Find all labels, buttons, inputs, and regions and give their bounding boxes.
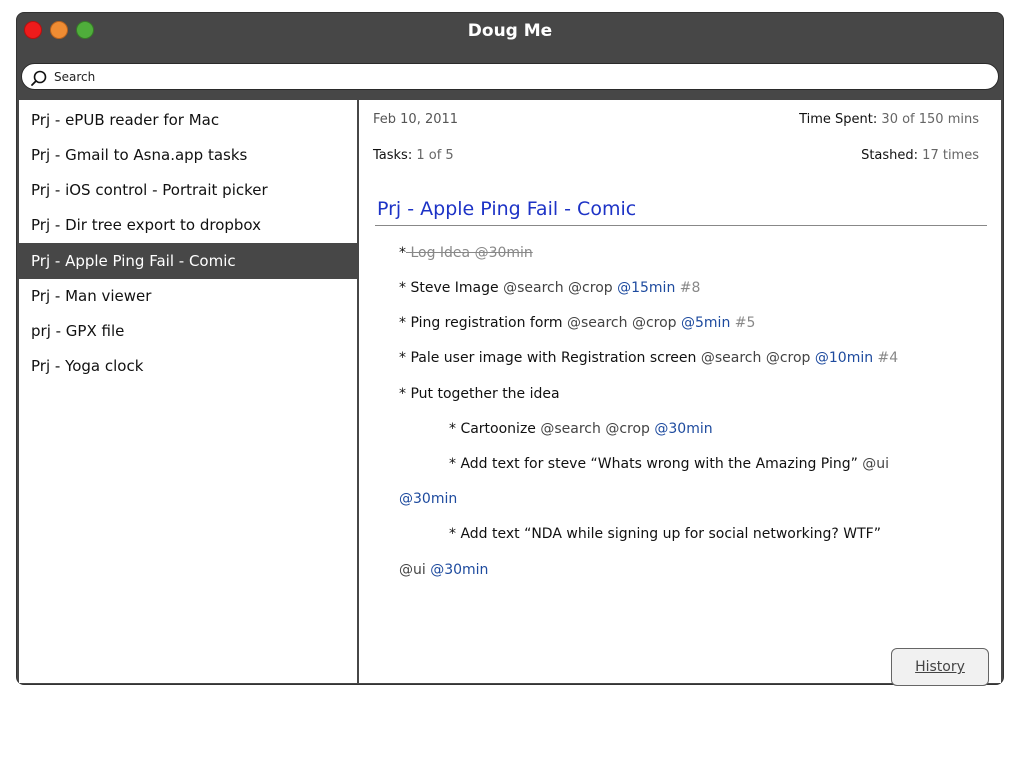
project-item-gmail-asana[interactable]: Prj - Gmail to Asna.app tasks bbox=[31, 146, 248, 164]
window-title: Doug Me bbox=[467, 21, 553, 41]
project-title: Prj - Apple Ping Fail - Comic bbox=[377, 198, 637, 220]
task-text: * Add text “NDA while signing up for social networking? WTF” bbox=[449, 526, 881, 542]
task-number: #5 bbox=[730, 315, 756, 331]
content-area bbox=[19, 100, 1001, 683]
task-tags: @search @crop bbox=[503, 280, 618, 296]
title-divider bbox=[375, 225, 987, 226]
project-item-man-viewer[interactable]: Prj - Man viewer bbox=[31, 287, 152, 305]
task-line-4[interactable] bbox=[399, 350, 898, 366]
task-estimate: @15min bbox=[617, 280, 676, 296]
search-input[interactable] bbox=[54, 67, 984, 87]
task-text: * Ping registration form bbox=[399, 315, 567, 331]
task-text: * Put together the idea bbox=[399, 386, 560, 402]
task-line-7[interactable] bbox=[449, 456, 889, 472]
project-item-ios-control[interactable]: Prj - iOS control - Portrait picker bbox=[31, 181, 268, 199]
task-estimate: @30min bbox=[654, 421, 713, 437]
task-estimate: @30min bbox=[399, 491, 458, 507]
task-line-5[interactable] bbox=[399, 386, 560, 402]
task-line-6[interactable] bbox=[449, 421, 713, 437]
task-line-7-continued[interactable] bbox=[399, 491, 457, 507]
search-bar[interactable] bbox=[21, 63, 999, 90]
task-line-3[interactable] bbox=[399, 315, 755, 331]
task-number: #4 bbox=[873, 350, 899, 366]
task-text: * Pale user image with Registration screen bbox=[399, 350, 701, 366]
task-text: * Steve Image bbox=[399, 280, 504, 296]
stashed-value: 17 times bbox=[922, 148, 979, 163]
task-text: * Cartoonize bbox=[449, 421, 541, 437]
task-estimate: @5min bbox=[681, 315, 731, 331]
stashed-count bbox=[861, 148, 979, 163]
project-item-dir-tree[interactable]: Prj - Dir tree export to dropbox bbox=[31, 216, 262, 234]
task-tags: @search @crop bbox=[567, 315, 682, 331]
task-completed-text: Log Idea @30min bbox=[406, 245, 533, 261]
stashed-label: Stashed: bbox=[861, 148, 919, 163]
task-tags: @search @crop bbox=[700, 350, 815, 366]
task-bullet: * bbox=[399, 245, 406, 261]
project-detail bbox=[361, 100, 1001, 683]
project-date: Feb 10, 2011 bbox=[373, 112, 459, 127]
task-line-8-continued[interactable] bbox=[399, 562, 488, 578]
app-window bbox=[16, 12, 1004, 685]
task-line-2[interactable] bbox=[399, 280, 700, 296]
task-tags: @ui bbox=[862, 456, 890, 472]
tasks-value: 1 of 5 bbox=[416, 148, 454, 163]
project-list bbox=[19, 100, 359, 683]
task-number: #8 bbox=[675, 280, 701, 296]
tasks-label: Tasks: bbox=[373, 148, 413, 163]
task-line-1[interactable] bbox=[399, 245, 533, 261]
history-button[interactable]: History bbox=[891, 648, 989, 686]
title-bar bbox=[17, 13, 1003, 55]
task-text: * Add text for steve “Whats wrong with the Amazing Ping” bbox=[449, 456, 863, 472]
time-spent-value: 30 of 150 mins bbox=[881, 112, 979, 127]
task-line-8[interactable] bbox=[449, 526, 881, 542]
tasks-count bbox=[373, 148, 454, 163]
time-spent bbox=[799, 112, 979, 127]
project-item-yoga-clock[interactable]: Prj - Yoga clock bbox=[31, 357, 144, 375]
project-item-epub-reader[interactable]: Prj - ePUB reader for Mac bbox=[31, 111, 220, 129]
search-icon bbox=[30, 69, 48, 87]
task-tags: @ui bbox=[399, 562, 431, 578]
project-item-gpx-file[interactable]: prj - GPX file bbox=[31, 322, 125, 340]
task-estimate: @10min bbox=[814, 350, 874, 366]
time-spent-label: Time Spent: bbox=[799, 112, 878, 127]
task-estimate: @30min bbox=[430, 562, 489, 578]
project-item-apple-ping-fail[interactable]: Prj - Apple Ping Fail - Comic bbox=[19, 243, 357, 279]
task-tags: @search @crop bbox=[540, 421, 655, 437]
